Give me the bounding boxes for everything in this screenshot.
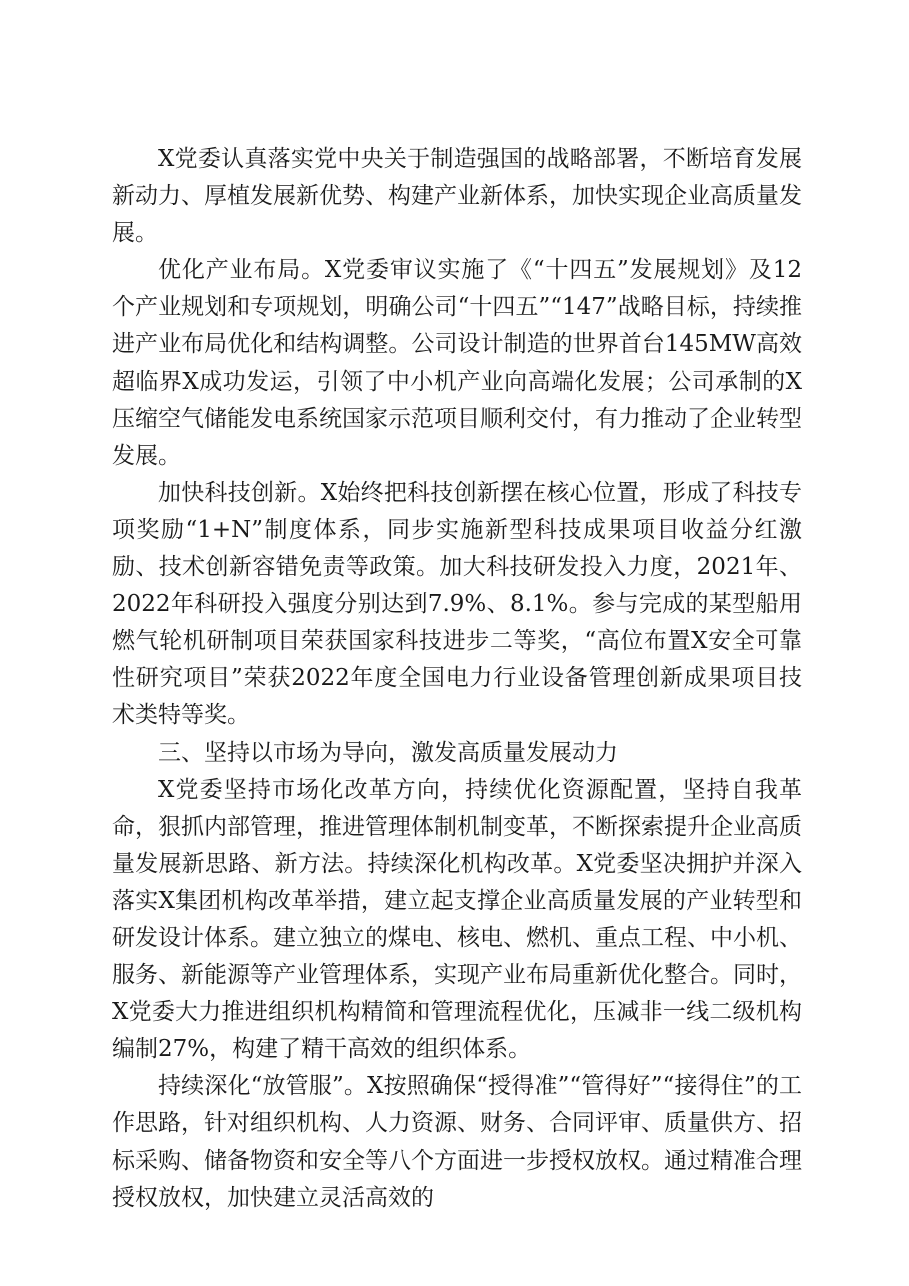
paragraph-tech-innovation: 加快科技创新。X始终把科技创新摆在核心位置，形成了科技专项奖励“1+N”制度体系，同步实施新型科技成果项目收益分红激励、技术创新容错免责等政策。加大科技研发投入力度，2021年、2022年科研投入强度分别达到7.9%、8.1%。参与完成的某型船用燃气轮机研制项目荣获国家科技进步二等奖，“高位布置X安全可靠性研究项目”荣获2022年度全国电力行业设备管理创新成果项目技术类特等奖。 [112, 479, 802, 729]
paragraph-intro: X党委认真落实党中央关于制造强国的战略部署，不断培育发展新动力、厚植发展新优势、构建产业新体系，加快实现企业高质量发展。 [112, 146, 802, 247]
paragraph-industry-layout: 优化产业布局。X党委审议实施了《“十四五”发展规划》及12个产业规划和专项规划，明确公司“十四五”“147”战略目标，持续推进产业布局优化和结构调整。公司设计制造的世界首台145MW高效超临界X成功发运，引领了中小机产业向高端化发展；公司承制的X压缩空气储能发电系统国家示范项目顺利交付，有力推动了企业转型发展。 [112, 257, 802, 469]
paragraph-market-reform: X党委坚持市场化改革方向，持续优化资源配置，坚持自我革命，狠抓内部管理，推进管理体制机制变革，不断探索提升企业高质量发展新思路、新方法。持续深化机构改革。X党委坚决拥护并深入落实X集团机构改革举措，建立起支撑企业高质量发展的产业转型和研发设计体系。建立独立的煤电、核电、燃机、重点工程、中小机、服务、新能源等产业管理体系，实现产业布局重新优化整合。同时，X党委大力推进组织机构精简和管理流程优化，压减非一线二级机构编制27%，构建了精干高效的组织体系。 [112, 776, 802, 1063]
section-heading: 三、坚持以市场为导向，激发高质量发展动力 [158, 739, 618, 766]
paragraph-delegation: 持续深化“放管服”。X按照确保“授得准”“管得好”“接得住”的工作思路，针对组织机构、人力资源、财务、合同评审、质量供方、招标采购、储备物资和安全等八个方面进一步授权放权。通过精准合理授权放权，加快建立灵活高效的 [112, 1073, 802, 1211]
document-body [112, 141, 802, 1217]
